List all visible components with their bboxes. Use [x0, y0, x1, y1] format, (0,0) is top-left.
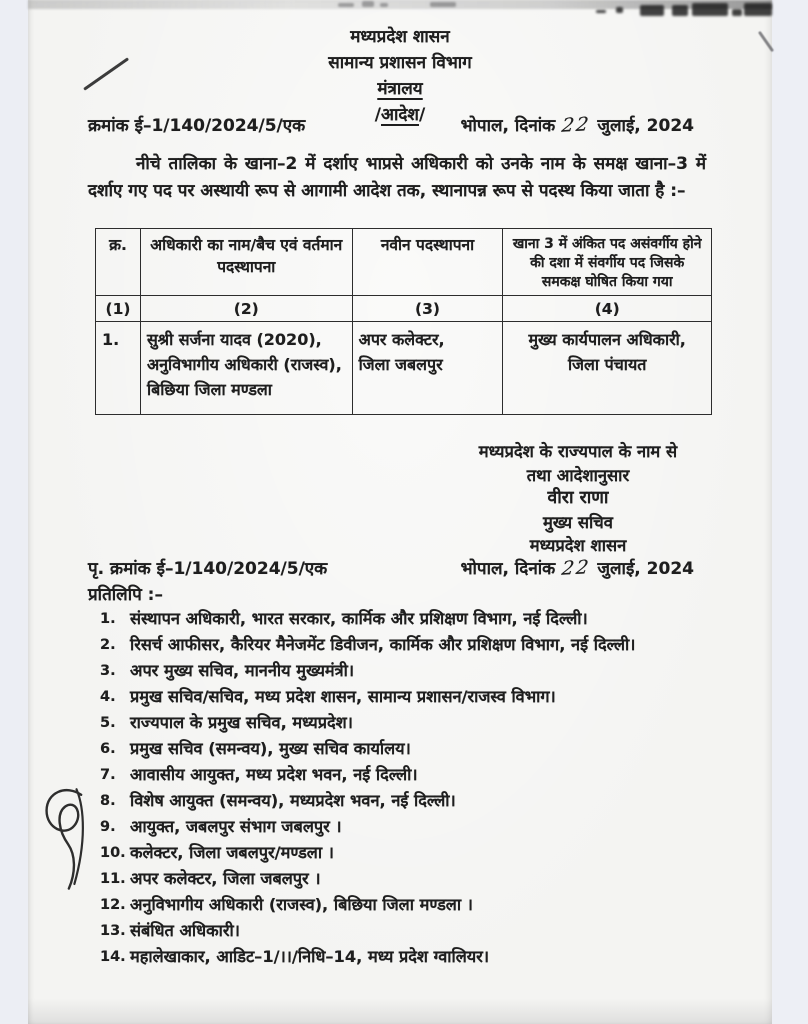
item-text: आवासीय आयुक्त, मध्य प्रदेश भवन, नई दिल्ली। — [130, 765, 418, 784]
new-posting-line: अपर कलेक्टर, — [358, 330, 445, 349]
item-number: 12. — [100, 897, 126, 913]
handwritten-day: 22 — [560, 556, 592, 580]
column-number-row — [96, 296, 712, 322]
photo-timestamp-smudge — [692, 3, 728, 16]
item-text: राज्यपाल के प्रमुख सचिव, मध्यप्रदेश। — [130, 713, 353, 732]
item-number: 11. — [100, 871, 126, 887]
item-number: 1. — [100, 611, 116, 627]
item-text: प्रमुख सचिव (समन्वय), मुख्य सचिव कार्यालय। — [130, 739, 411, 758]
department-title: सामान्य प्रशासन विभाग — [328, 53, 472, 73]
signature-line: तथा आदेशानुसार — [526, 465, 630, 485]
item-text: अपर मुख्य सचिव, माननीय मुख्यमंत्री। — [130, 661, 355, 680]
smudge-artifact — [744, 3, 772, 16]
copy-list-item — [100, 710, 760, 736]
item-number: 10. — [100, 845, 126, 861]
copy-list-item — [100, 632, 760, 658]
copies-list — [100, 606, 760, 970]
endorsement-number: पृ. क्रमांक ई–1/140/2024/5/एक — [88, 559, 328, 579]
smudge-artifact — [596, 10, 606, 13]
copy-list-item — [100, 814, 760, 840]
endorsement-row — [88, 556, 694, 579]
smudge-artifact — [732, 9, 742, 16]
copy-list-item — [100, 840, 760, 866]
item-text: रिसर्च आफीसर, कैरियर मैनेजमेंट डिवीजन, कार्मिक और प्रशिक्षण विभाग, नई दिल्ली। — [130, 635, 636, 654]
copies-label: प्रतिलिपि :– — [88, 585, 163, 605]
place-label: भोपाल, दिनांक — [460, 559, 556, 579]
signatory-org: मध्यप्रदेश शासन — [529, 536, 627, 555]
copy-list-item — [100, 762, 760, 788]
col-number: (2) — [140, 296, 352, 322]
table-row — [96, 322, 712, 415]
faint-mark — [362, 1, 374, 7]
cell-officer — [140, 322, 352, 415]
signatory-name: वीरा राणा — [547, 488, 609, 508]
item-number: 3. — [100, 663, 116, 679]
smudge-artifact — [640, 5, 664, 16]
new-posting-line: जिला जबलपुर — [358, 355, 443, 374]
place-label: भोपाल, दिनांक — [460, 116, 556, 136]
item-number: 13. — [100, 923, 126, 939]
faint-mark — [338, 3, 354, 7]
item-text: महालेखाकार, आडिट–1/।।/निधि–14, मध्य प्रदेश ग्वालियर। — [130, 947, 490, 966]
copy-list-item — [100, 892, 760, 918]
copy-list-item — [100, 606, 760, 632]
col-header-equivalent-post: खाना 3 में अंकित पद असंवर्गीय होने की दशा में संवर्गीय पद जिसके समकक्ष घोषित किया गया — [503, 229, 712, 296]
smudge-artifact — [672, 5, 688, 16]
item-text: अपर कलेक्टर, जिला जबलपुर । — [130, 869, 321, 888]
equivalent-line: मुख्य कार्यपालन अधिकारी, — [528, 330, 686, 349]
order-number-row — [88, 113, 694, 136]
table-header-row — [96, 229, 712, 296]
item-number: 9. — [100, 819, 116, 835]
signature-line: मध्यप्रदेश के राज्यपाल के नाम से — [478, 442, 678, 461]
smudge-artifact — [616, 7, 623, 13]
item-number: 5. — [100, 715, 116, 731]
faint-mark — [380, 3, 388, 7]
col-number: (3) — [352, 296, 503, 322]
officer-line: सुश्री सर्जना यादव (2020), — [146, 330, 322, 349]
item-number: 6. — [100, 741, 116, 757]
handwritten-day: 22 — [560, 113, 592, 137]
place-date — [461, 556, 694, 579]
item-number: 2. — [100, 637, 116, 653]
item-text: अनुविभागीय अधिकारी (राजस्व), बिछिया जिला मण्डला । — [130, 895, 473, 914]
item-number: 8. — [100, 793, 116, 809]
date-rest: जुलाई, 2024 — [597, 559, 694, 579]
copy-list-item — [100, 866, 760, 892]
col-header-sno: क्र. — [96, 229, 141, 296]
item-text: संस्थापन अधिकारी, भारत सरकार, कार्मिक और प्रशिक्षण विभाग, नई दिल्ली। — [130, 609, 588, 628]
col-number: (4) — [503, 296, 712, 322]
cell-new-posting — [352, 322, 503, 415]
order-word: आदेश — [381, 105, 419, 125]
cell-equivalent-post — [503, 322, 712, 415]
copy-list-item — [100, 736, 760, 762]
date-rest: जुलाई, 2024 — [597, 116, 694, 136]
document-page — [28, 0, 772, 1024]
order-slash: / — [418, 105, 426, 125]
cell-sno: 1. — [96, 322, 141, 415]
copy-list-item — [100, 788, 760, 814]
officer-line: अनुविभागीय अधिकारी (राजस्व), — [146, 355, 342, 374]
col-header-officer: अधिकारी का नाम/बैच एवं वर्तमान पदस्थापना — [140, 229, 352, 296]
copy-list-item — [100, 944, 760, 970]
government-title: मध्यप्रदेश शासन — [350, 27, 450, 47]
intro-paragraph: नीचे तालिका के खाना–2 में दर्शाए भाप्रसे अधिकारी को उनके नाम के समक्ष खाना–3 में दर्शाए गए पद पर अस्थायी रूप से आगामी आदेश तक, स्थानापन्न रूप से पदस्थ किया जाता है :– — [88, 154, 706, 201]
copy-list-item — [100, 658, 760, 684]
col-number: (1) — [96, 296, 141, 322]
margin-scribble-signature — [34, 779, 110, 905]
copy-list-item — [100, 918, 760, 944]
office-title: मंत्रालय — [377, 79, 423, 99]
item-text: प्रमुख सचिव/सचिव, मध्य प्रदेश शासन, सामान्य प्रशासन/राजस्व विभाग। — [130, 687, 556, 706]
equivalent-line: जिला पंचायत — [567, 355, 647, 374]
order-slash: / — [374, 105, 382, 125]
order-number: क्रमांक ई–1/140/2024/5/एक — [88, 116, 306, 136]
col-header-new-posting: नवीन पदस्थापना — [352, 229, 503, 296]
officer-line: बिछिया जिला मण्डला — [146, 380, 272, 399]
item-text: कलेक्टर, जिला जबलपुर/मण्डला । — [130, 843, 334, 862]
signatory-designation: मुख्य सचिव — [543, 512, 613, 532]
item-text: विशेष आयुक्त (समन्वय), मध्यप्रदेश भवन, नई दिल्ली। — [130, 791, 456, 810]
item-text: संबंधित अधिकारी। — [130, 921, 240, 940]
item-number: 7. — [100, 767, 116, 783]
posting-table — [95, 228, 712, 415]
item-number: 4. — [100, 689, 116, 705]
signature-block — [437, 440, 719, 558]
item-text: आयुक्त, जबलपुर संभाग जबलपुर । — [130, 817, 342, 836]
faint-mark — [430, 2, 456, 7]
item-number: 14. — [100, 949, 126, 965]
place-date — [461, 113, 694, 136]
copy-list-item — [100, 684, 760, 710]
